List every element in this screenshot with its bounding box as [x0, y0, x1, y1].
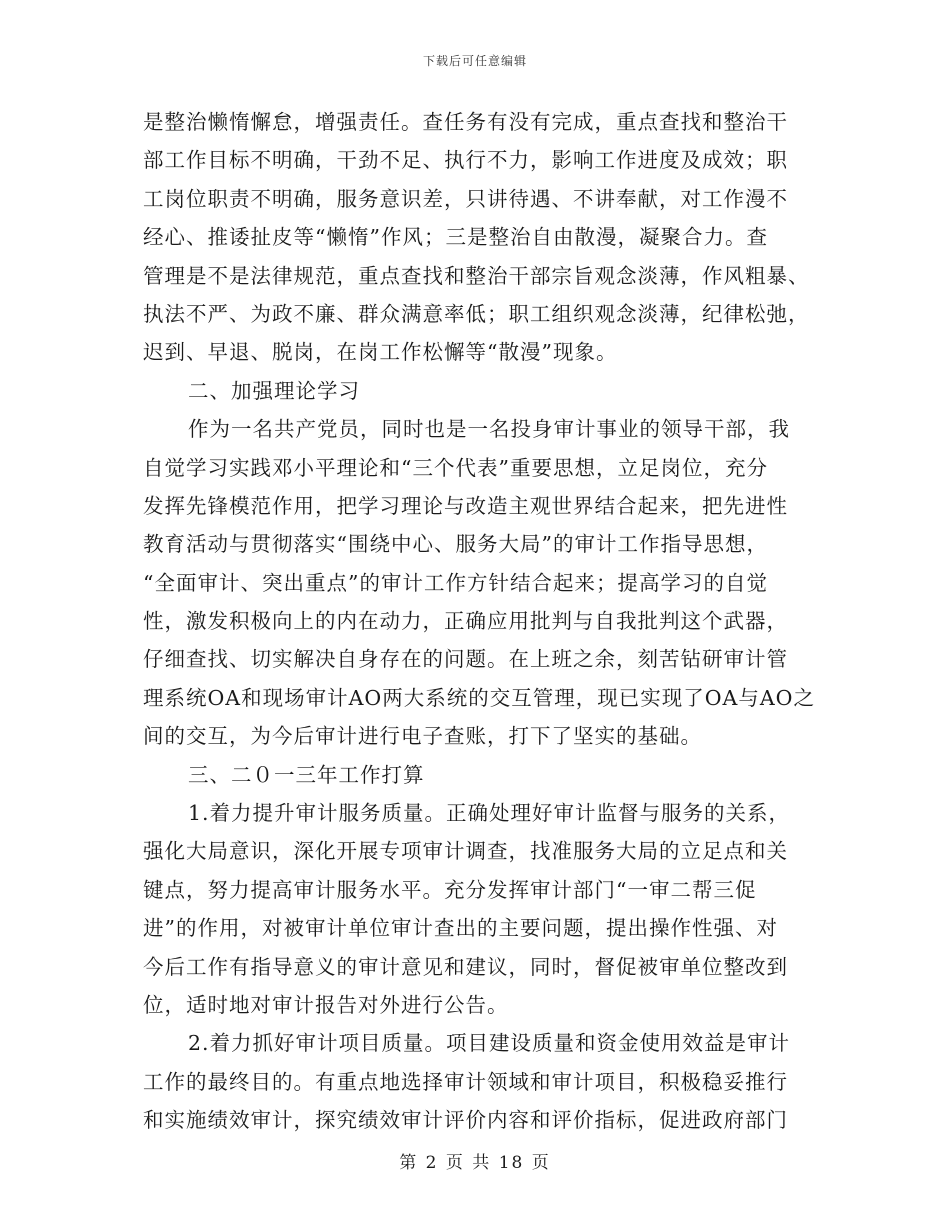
text-line: 2.着力抓好审计项目质量。项目建设质量和资金使用效益是审计: [188, 1031, 791, 1056]
text-line: 迟到、早退、脱岗，在岗工作松懈等“散漫”现象。: [143, 340, 618, 365]
page-footer: 第 2 页 共 18 页: [399, 1153, 551, 1173]
text-line: 位，适时地对审计报告对外进行公告。: [143, 992, 509, 1017]
page-header: 下载后可任意编辑: [422, 54, 527, 68]
text-line: 强化大局意识，深化开展专项审计调查，找准服务大局的立足点和关: [143, 839, 788, 864]
text-line: 部工作目标不明确，干劲不足、执行不力，影响工作进度及成效；职: [143, 148, 788, 173]
text-line: 1.着力提升审计服务质量。正确处理好审计监督与服务的关系，: [188, 801, 791, 826]
text-line: 今后工作有指导意义的审计意见和建议，同时，督促被审单位整改到: [143, 954, 788, 979]
text-line: 执法不严、为政不廉、群众满意率低；职工组织观念淡薄，纪律松弛，: [143, 301, 810, 326]
text-line: 仔细查找、切实解决自身存在的问题。在上班之余，刻苦钻研审计管: [143, 647, 788, 672]
text-line: 发挥先锋模范作用，把学习理论与改造主观世界结合起来，把先进性: [143, 493, 788, 518]
text-line: 进”的作用，对被审计单位审计查出的主要问题，提出操作性强、对: [143, 916, 778, 941]
text-line: 经心、推诿扯皮等“懒惰”作风；三是整治自由散漫，凝聚合力。查: [143, 225, 768, 250]
text-line: 工岗位职责不明确，服务意识差，只讲待遇、不讲奉献，对工作漫不: [143, 186, 788, 211]
text-line: 教育活动与贯彻落实“围绕中心、服务大局”的审计工作指导思想，: [143, 532, 768, 557]
text-line: 作为一名共产党员，同时也是一名投身审计事业的领导干部，我: [188, 417, 790, 442]
text-line: 性，激发积极向上的内在动力，正确应用批判与自我批判这个武器，: [143, 609, 788, 634]
text-line: 和实施绩效审计，探究绩效审计评价内容和评价指标，促进政府部门: [143, 1108, 788, 1133]
text-line: 理系统OA和现场审计AO两大系统的交互管理，现已实现了OA与AO之: [143, 685, 815, 710]
document-body: [143, 103, 815, 1140]
text-line: 间的交互，为今后审计进行电子查账，打下了坚实的基础。: [143, 724, 702, 749]
text-line: 工作的最终目的。有重点地选择审计领域和审计项目，积极稳妥推行: [143, 1069, 788, 1094]
section-heading: 二、加强理论学习: [188, 378, 360, 403]
text-line: “全面审计、突出重点”的审计工作方针结合起来；提高学习的自觉: [143, 570, 768, 595]
text-line: 键点，努力提高审计服务水平。充分发挥审计部门“一审二帮三促: [143, 877, 757, 902]
section-heading: 三、二０一三年工作打算: [188, 762, 425, 787]
text-line: 自觉学习实践邓小平理论和“三个代表”重要思想，立足岗位，充分: [143, 455, 768, 480]
text-line: 管理是不是法律规范，重点查找和整治干部宗旨观念淡薄，作风粗暴、: [143, 263, 810, 288]
text-line: 是整治懒惰懈怠，增强责任。查任务有没有完成，重点查找和整治干: [143, 110, 788, 134]
